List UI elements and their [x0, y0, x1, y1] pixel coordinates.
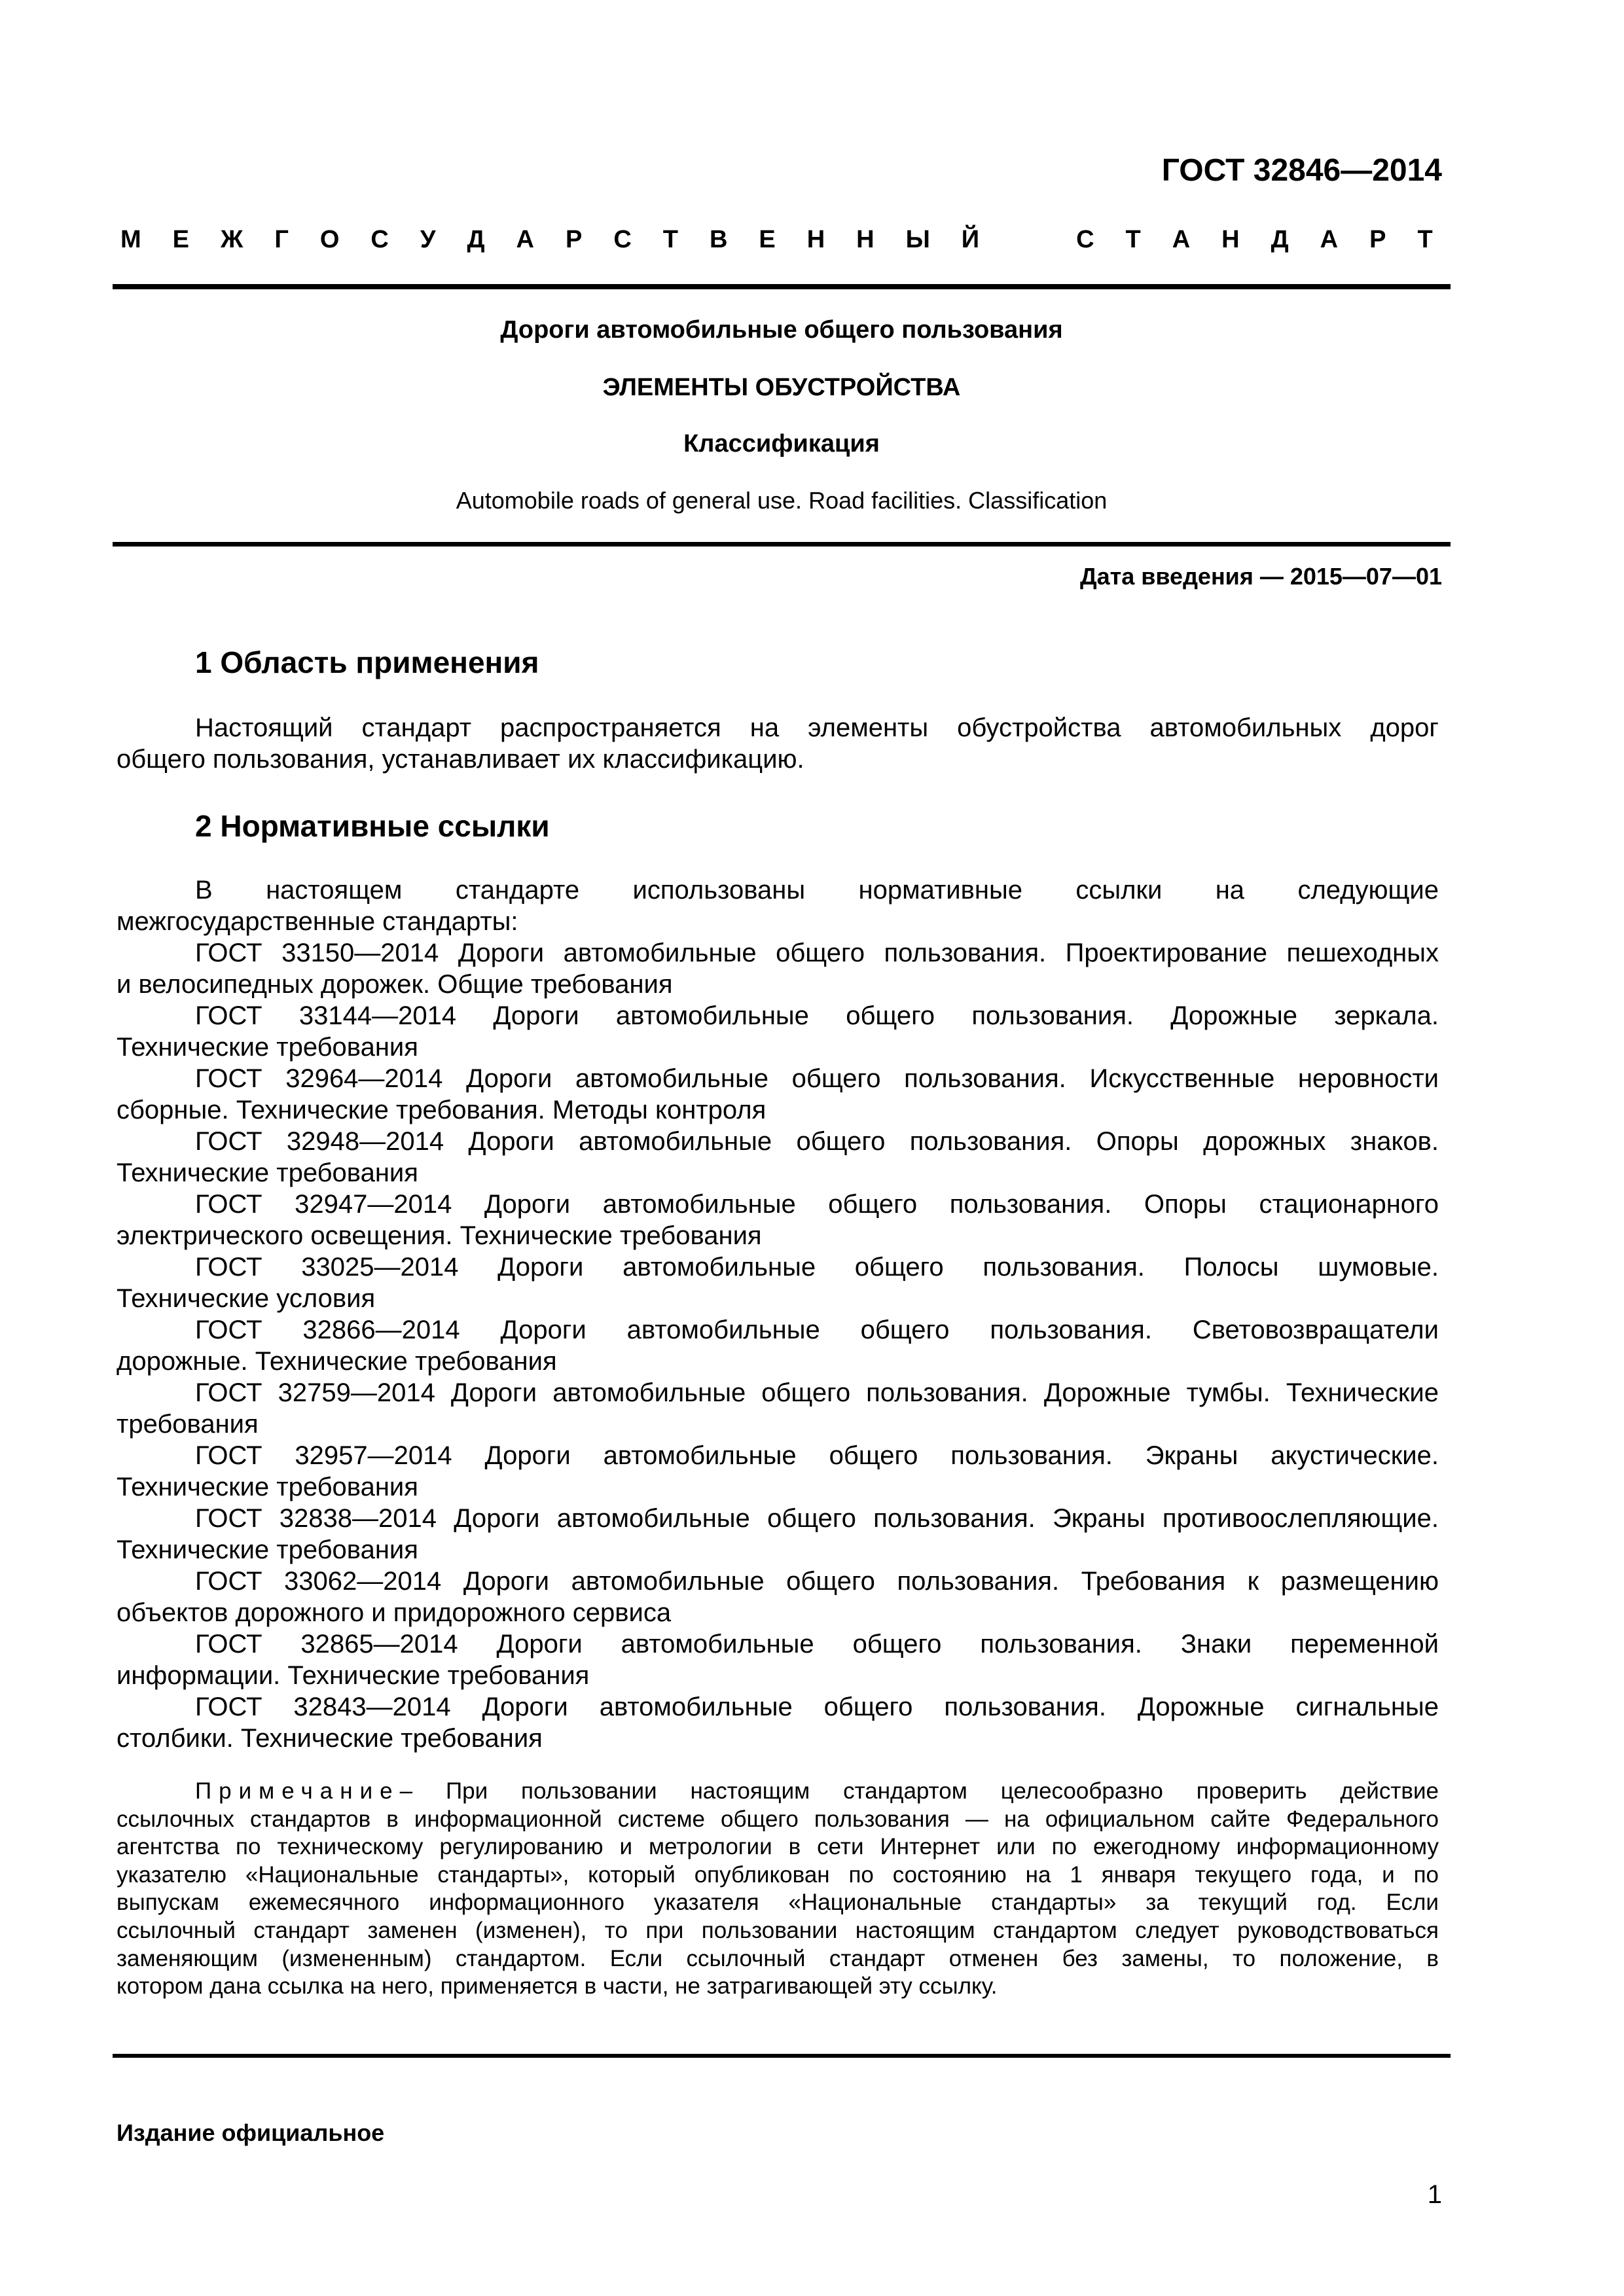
banner-letter: А — [1172, 226, 1191, 253]
reference-line1: ГОСТ 32866—2014 Дороги автомобильные общего пользования. Световозвращатели — [195, 1316, 1439, 1344]
section-1-line2: общего пользования, устанавливает их классификацию. — [117, 745, 804, 774]
note-line — [117, 1806, 1439, 1834]
document-title-line1: Дороги автомобильные общего пользования — [500, 316, 1063, 344]
page-number: 1 — [1427, 2180, 1442, 2209]
banner-letter: С — [370, 226, 389, 253]
note-line — [117, 1889, 1439, 1917]
note-line — [117, 1778, 1439, 1806]
banner-letter: Р — [565, 226, 583, 253]
reference-item — [117, 937, 1439, 1000]
note-line — [117, 1917, 1439, 1945]
banner-letter: У — [420, 226, 436, 253]
reference-line2: Технические требования — [117, 1033, 418, 1062]
reference-line1: ГОСТ 32843—2014 Дороги автомобильные общего пользования. Дорожные сигнальные — [195, 1693, 1439, 1721]
banner-letter: Т — [1417, 226, 1433, 253]
reference-item — [117, 1000, 1439, 1063]
banner-letter: А — [516, 226, 534, 253]
reference-line1: ГОСТ 32957—2014 Дороги автомобильные общего пользования. Экраны акустические. — [195, 1441, 1439, 1470]
reference-line1: ГОСТ 32838—2014 Дороги автомобильные общего пользования. Экраны противоослепляющие. — [195, 1504, 1439, 1533]
banner-letter: Н — [806, 226, 825, 253]
reference-item — [117, 1691, 1439, 1754]
section-2-intro-line1: В настоящем стандарте использованы нормативные ссылки на следующие — [195, 876, 1439, 905]
reference-line2: и велосипедных дорожек. Общие требования — [117, 970, 673, 999]
banner-letter: О — [319, 226, 340, 253]
banner-letter: М — [120, 226, 141, 253]
note-line-text: ссылочный стандарт заменен (изменен), то при пользовании настоящим стандартом следует руководствоваться — [117, 1917, 1439, 1943]
section-1-text — [117, 712, 1439, 775]
reference-line1: ГОСТ 32759—2014 Дороги автомобильные общего пользования. Дорожные тумбы. Технические — [195, 1378, 1439, 1407]
banner-letter: В — [709, 226, 728, 253]
reference-item — [117, 1063, 1439, 1126]
reference-line1: ГОСТ 33150—2014 Дороги автомобильные общего пользования. Проектирование пешеходных — [195, 939, 1439, 967]
reference-line1: ГОСТ 33144—2014 Дороги автомобильные общего пользования. Дорожные зеркала. — [195, 1001, 1439, 1030]
note-line-text: заменяющим (измененным) стандартом. Если ссылочный стандарт отменен без замены, то положение, в — [117, 1945, 1439, 1971]
top-divider — [113, 284, 1451, 289]
banner-letter: Р — [1369, 226, 1386, 253]
reference-item — [117, 1314, 1439, 1377]
banner-letter: Г — [274, 226, 289, 253]
banner-letter: А — [1320, 226, 1339, 253]
note-line — [117, 1861, 1439, 1890]
reference-item — [117, 1503, 1439, 1566]
note-line-text: агентства по техническому регулированию и метрологии в сети Интернет или по ежегодному информационному — [117, 1834, 1439, 1860]
word-gap — [1011, 221, 1045, 258]
reference-item — [117, 1628, 1439, 1691]
banner-letter: Ж — [220, 226, 244, 253]
title-divider — [113, 542, 1451, 547]
section-2-text — [117, 874, 1439, 1754]
banner-letter: Д — [1271, 226, 1289, 253]
document-title-english: Automobile roads of general use. Road facilities. Classification — [456, 487, 1108, 514]
note-line — [117, 1945, 1439, 1973]
reference-line2: требования — [117, 1410, 259, 1439]
note-line-text: – При пользовании настоящим стандартом целесообразно проверить действие — [399, 1778, 1439, 1804]
note-line-text: ссылочных стандартов в информационной системе общего пользования — на официальном сайте Федерального — [117, 1806, 1439, 1832]
document-title-line3: Классификация — [683, 430, 880, 457]
section-2-intro-line2: межгосударственные стандарты: — [117, 907, 518, 936]
banner-letter: Й — [961, 226, 980, 253]
banner-letter: Т — [1125, 226, 1141, 253]
official-edition-label: Издание официальное — [117, 2119, 385, 2146]
section-1-line1: Настоящий стандарт распространяется на элементы обустройства автомобильных дорог — [195, 713, 1439, 742]
banner-letter: Ы — [905, 226, 930, 253]
reference-list — [117, 937, 1439, 1754]
reference-line2: электрического освещения. Технические требования — [117, 1221, 762, 1250]
note-line — [117, 1833, 1439, 1861]
reference-line2: Технические требования — [117, 1535, 418, 1564]
banner-letter: Д — [467, 226, 485, 253]
reference-line2: сборные. Технические требования. Методы контроля — [117, 1096, 767, 1124]
section-2-heading: 2 Нормативные ссылки — [195, 809, 550, 843]
reference-line1: ГОСТ 32947—2014 Дороги автомобильные общего пользования. Опоры стационарного — [195, 1190, 1439, 1219]
banner-letter: Т — [662, 226, 678, 253]
reference-line2: столбики. Технические требования — [117, 1724, 543, 1753]
banner-letter: С — [1076, 226, 1094, 253]
reference-item — [117, 1189, 1439, 1251]
reference-line1: ГОСТ 33062—2014 Дороги автомобильные общего пользования. Требования к размещению — [195, 1567, 1439, 1596]
reference-line1: ГОСТ 33025—2014 Дороги автомобильные общего пользования. Полосы шумовые. — [195, 1253, 1439, 1282]
reference-line2: информации. Технические требования — [117, 1661, 590, 1690]
reference-line1: ГОСТ 32964—2014 Дороги автомобильные общего пользования. Искусственные неровности — [195, 1064, 1439, 1093]
banner-letter: С — [613, 226, 632, 253]
section-1-heading: 1 Область применения — [195, 645, 539, 679]
note-block — [117, 1778, 1439, 2001]
banner-letter: Н — [1221, 226, 1240, 253]
banner-letter: Е — [172, 226, 189, 253]
reference-line1: ГОСТ 32948—2014 Дороги автомобильные общего пользования. Опоры дорожных знаков. — [195, 1127, 1439, 1156]
introduction-date: Дата введения — 2015—07—01 — [1079, 563, 1442, 590]
note-line-text: указателю «Национальные стандарты», который опубликован по состоянию на 1 января текущего года, и по — [117, 1861, 1439, 1888]
reference-item — [117, 1126, 1439, 1189]
reference-line1: ГОСТ 32865—2014 Дороги автомобильные общего пользования. Знаки переменной — [195, 1630, 1439, 1659]
banner-letter: Е — [759, 226, 776, 253]
reference-line2: Технические требования — [117, 1158, 418, 1187]
reference-item — [117, 1440, 1439, 1503]
note-label: Примечание — [195, 1778, 400, 1804]
reference-line2: дорожные. Технические требования — [117, 1347, 557, 1376]
reference-line2: Технические условия — [117, 1284, 376, 1313]
gost-number: ГОСТ 32846—2014 — [1161, 153, 1442, 188]
standard-type-banner — [120, 221, 1433, 258]
reference-line2: объектов дорожного и придорожного сервиса — [117, 1598, 672, 1627]
banner-letter: Н — [856, 226, 875, 253]
reference-item — [117, 1251, 1439, 1314]
document-title-line2: ЭЛЕМЕНТЫ ОБУСТРОЙСТВА — [602, 374, 961, 401]
reference-line2: Технические требования — [117, 1473, 418, 1501]
reference-item — [117, 1377, 1439, 1440]
note-line-text: выпускам ежемесячного информационного указателя «Национальные стандарты» за текущий год. Если — [117, 1890, 1439, 1916]
footer-divider — [113, 2054, 1451, 2058]
reference-item — [117, 1566, 1439, 1628]
note-line — [117, 1973, 1439, 2001]
note-line-text: котором дана ссылка на него, применяется в части, не затрагивающей эту ссылку. — [117, 1973, 998, 2000]
